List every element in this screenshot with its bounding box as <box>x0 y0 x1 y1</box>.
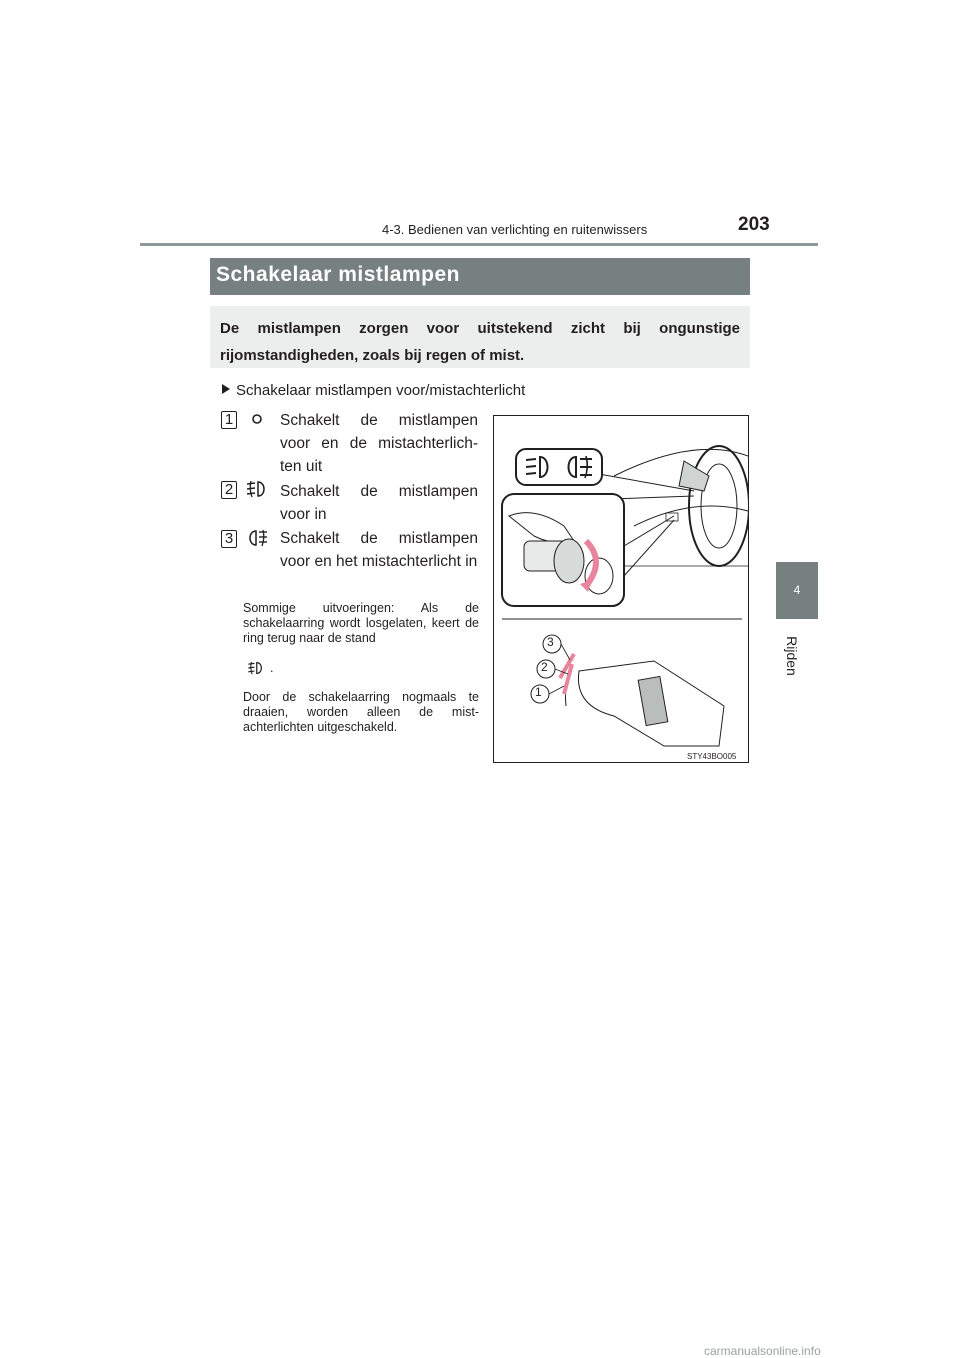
item-number-2: 2 <box>221 481 237 499</box>
note-text-1-end: . <box>270 661 274 675</box>
callout-1: 1 <box>535 685 542 699</box>
rear-fog-icon <box>244 528 270 553</box>
item-text-1: Schakelt de mistlampen voor en de mistachterlich-ten uit <box>280 412 478 475</box>
fog-switch-illustration <box>493 415 749 763</box>
page-number: 203 <box>738 214 770 235</box>
section-title: Schakelaar mistlampen <box>216 263 460 286</box>
section-heading <box>210 258 750 295</box>
header-divider <box>140 243 818 246</box>
front-fog-icon-small <box>246 660 266 681</box>
item-text-3: Schakelt de mistlampen voor en het mistachterlicht in <box>280 530 478 570</box>
intro-text: De mistlampen zorgen voor uitstekend zicht bij ongunstige rijomstandigheden, zoals bij regen of mist. <box>220 320 740 364</box>
chapter-tab-label-text: Rijden <box>783 636 800 676</box>
callout-3: 3 <box>547 635 554 649</box>
figure-code: STY43BO005 <box>687 752 737 761</box>
item-text-2: Schakelt de mistlampen voor in <box>280 483 478 523</box>
item-number-1: 1 <box>221 411 237 429</box>
chapter-title: 4-3. Bedienen van verlichting en ruitenwissers <box>382 222 648 237</box>
note-text-2: Door de schakelaarring nogmaals te draaien, worden alleen de mist-achterlichten uitgeschakeld. <box>243 690 479 734</box>
note-text-1: Sommige uitvoeringen: Als de schakelaarring wordt losgelaten, keert de ring terug naar de stand <box>243 601 479 645</box>
chapter-tab: 4 <box>776 562 818 619</box>
triangle-bullet-icon <box>222 384 230 394</box>
callout-2: 2 <box>541 660 548 674</box>
off-circle-icon <box>250 412 264 431</box>
subsection-heading <box>222 382 525 399</box>
intro-box <box>210 306 750 368</box>
watermark: carmanualsonline.info <box>704 1344 821 1358</box>
front-fog-icon <box>244 479 270 504</box>
subsection-title: Schakelaar mistlampen voor/mistachterlicht <box>236 382 526 399</box>
chapter-tab-label <box>780 630 816 686</box>
item-number-3: 3 <box>221 530 237 548</box>
